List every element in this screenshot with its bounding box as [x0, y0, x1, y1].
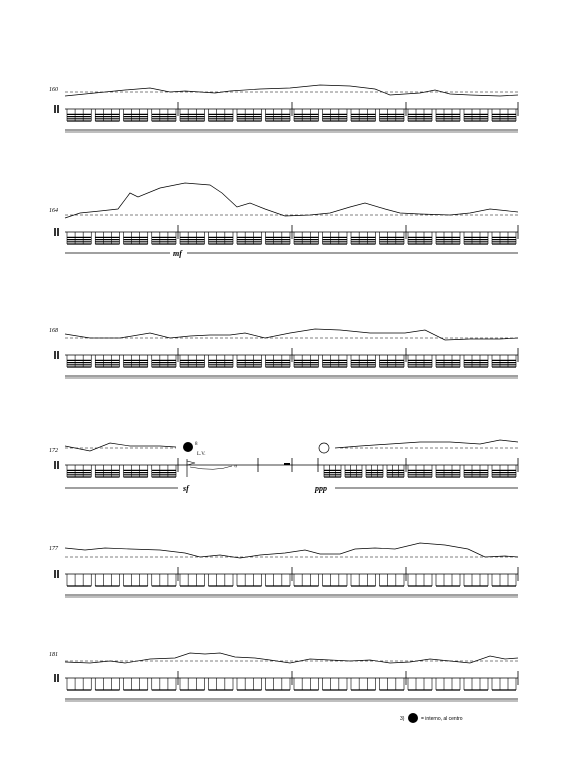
- whole-rest: [284, 463, 290, 465]
- footnote-number: 3): [400, 716, 405, 722]
- system-181: [49, 652, 518, 701]
- filled-circle-icon: [408, 713, 418, 723]
- tie-curve: [190, 466, 232, 469]
- system-172: [49, 440, 518, 493]
- pitch-contour: [65, 443, 176, 451]
- stroke-marker: 8: [195, 442, 198, 447]
- system-160: [49, 85, 518, 132]
- system-number: 172: [49, 448, 58, 454]
- open-circle-icon: [319, 443, 329, 453]
- rest-glyphs: ᵞ𝄽: [234, 465, 237, 470]
- pitch-contour: [65, 329, 518, 340]
- system-164: [49, 183, 518, 258]
- dynamic-marking: ppp: [315, 484, 327, 493]
- pitch-contour: [335, 440, 518, 448]
- system-number: 181: [49, 652, 58, 658]
- system-number: 177: [49, 546, 58, 552]
- dynamic-marking: mf: [173, 249, 182, 258]
- pitch-contour: [65, 543, 518, 558]
- dynamic-marking: sf: [183, 484, 189, 493]
- system-number: 168: [49, 328, 58, 334]
- system-number: 164: [49, 208, 58, 214]
- system-number: 160: [49, 87, 58, 93]
- pitch-contour: [65, 653, 518, 663]
- footnote-text: = interno, al centro: [421, 716, 463, 722]
- lv-label: L.V.: [197, 452, 206, 457]
- system-177: [49, 543, 518, 597]
- filled-circle-icon: [183, 442, 193, 452]
- pitch-contour: [65, 183, 518, 218]
- system-168: [49, 328, 518, 378]
- pitch-contour: [65, 85, 518, 96]
- accent-mark: [187, 461, 195, 465]
- footnote-legend: [400, 713, 463, 723]
